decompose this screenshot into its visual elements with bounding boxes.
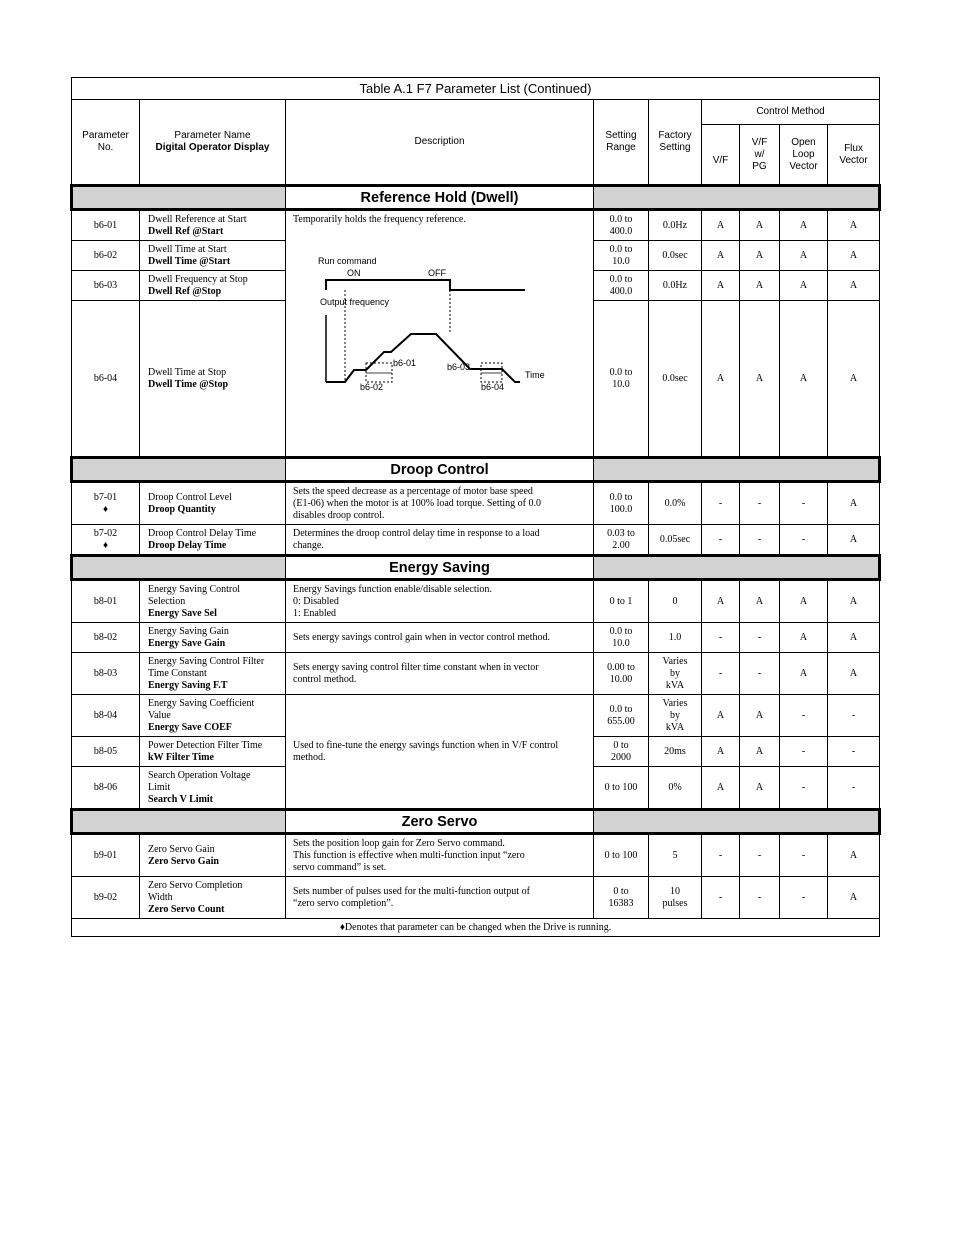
- table-row: [72, 623, 880, 653]
- param-description: Determines the droop control delay time in response to a load change.: [286, 525, 594, 556]
- section-title: Zero Servo: [286, 810, 594, 834]
- param-description: Energy Savings function enable/disable selection. 0: Disabled 1: Enabled: [286, 580, 594, 623]
- section-shade: [594, 186, 880, 210]
- method-vf-pg: A: [740, 695, 780, 737]
- section-shade: [72, 810, 286, 834]
- method-vf-pg: -: [740, 653, 780, 695]
- section-shade: [594, 810, 880, 834]
- method-vf-pg: -: [740, 834, 780, 877]
- table-row: [72, 834, 880, 877]
- table-caption: Table A.1 F7 Parameter List (Continued): [72, 78, 880, 100]
- method-vf-pg: -: [740, 525, 780, 556]
- param-no: b7-02 ♦: [72, 525, 140, 556]
- method-vf-pg: A: [740, 241, 780, 271]
- off-label: OFF: [428, 268, 446, 278]
- method-vf: A: [702, 580, 740, 623]
- method-flux: A: [828, 301, 880, 458]
- factory-setting: 0.0sec: [649, 301, 702, 458]
- setting-range: 0.00 to 10.00: [594, 653, 649, 695]
- table-row: [72, 482, 880, 525]
- factory-setting: 5: [649, 834, 702, 877]
- method-flux: -: [828, 695, 880, 737]
- header-description: Description: [286, 100, 594, 186]
- method-vf-pg: A: [740, 580, 780, 623]
- method-flux: A: [828, 653, 880, 695]
- header-vf: V/F: [702, 125, 740, 186]
- param-name: Zero Servo Gain Zero Servo Gain: [140, 834, 286, 877]
- method-flux: A: [828, 834, 880, 877]
- setting-range: 0.0 to 400.0: [594, 210, 649, 241]
- table-row: [72, 695, 880, 737]
- param-name: Dwell Time at Stop Dwell Time @Stop: [140, 301, 286, 458]
- setting-range: 0 to 16383: [594, 877, 649, 919]
- method-vf: A: [702, 210, 740, 241]
- method-olv: A: [780, 623, 828, 653]
- param-description: Temporarily holds the frequency reference. Run command ON OFF Output frequency b6-01 b6-03 b6-02 b6-04 Time: [286, 210, 594, 458]
- param-name: Power Detection Filter Time kW Filter Time: [140, 737, 286, 767]
- setting-range: 0.0 to 400.0: [594, 271, 649, 301]
- param-description: Sets the speed decrease as a percentage of motor base speed (E1-06) when the motor is at 100% load torque. Setting of 0.0 disables droop control.: [286, 482, 594, 525]
- dwell-timing-diagram: [305, 236, 545, 392]
- method-vf: -: [702, 525, 740, 556]
- setting-range: 0.0 to 10.0: [594, 241, 649, 271]
- method-vf: -: [702, 482, 740, 525]
- setting-range: 0 to 1: [594, 580, 649, 623]
- b6-01-label: b6-01: [393, 358, 417, 368]
- method-olv: -: [780, 737, 828, 767]
- method-olv: A: [780, 580, 828, 623]
- param-no: b6-04: [72, 301, 140, 458]
- table-row: [72, 877, 880, 919]
- table-row: [72, 653, 880, 695]
- section-shade: [594, 458, 880, 482]
- factory-setting: 10 pulses: [649, 877, 702, 919]
- on-label: ON: [347, 268, 361, 278]
- param-description: Sets number of pulses used for the multi-function output of “zero servo completion”.: [286, 877, 594, 919]
- setting-range: 0 to 100: [594, 834, 649, 877]
- param-name: Droop Control Level Droop Quantity: [140, 482, 286, 525]
- setting-range: 0.03 to 2.00: [594, 525, 649, 556]
- method-olv: -: [780, 482, 828, 525]
- section-shade: [72, 186, 286, 210]
- factory-setting: 0.0Hz: [649, 271, 702, 301]
- method-vf-pg: A: [740, 301, 780, 458]
- header-factory-setting: Factory Setting: [649, 100, 702, 186]
- method-flux: A: [828, 210, 880, 241]
- factory-setting: 1.0: [649, 623, 702, 653]
- param-no: b6-02: [72, 241, 140, 271]
- method-flux: A: [828, 525, 880, 556]
- method-vf: A: [702, 767, 740, 810]
- setting-range: 0 to 2000: [594, 737, 649, 767]
- factory-setting: 0.0%: [649, 482, 702, 525]
- method-flux: A: [828, 580, 880, 623]
- factory-setting: 0: [649, 580, 702, 623]
- header-setting-range: Setting Range: [594, 100, 649, 186]
- method-flux: A: [828, 877, 880, 919]
- method-vf: A: [702, 271, 740, 301]
- param-no: b7-01 ♦: [72, 482, 140, 525]
- param-no: b9-02: [72, 877, 140, 919]
- method-vf: -: [702, 623, 740, 653]
- method-olv: -: [780, 767, 828, 810]
- header-open-loop-vector: Open Loop Vector: [780, 125, 828, 186]
- method-olv: A: [780, 301, 828, 458]
- header-flux-vector: Flux Vector: [828, 125, 880, 186]
- method-olv: -: [780, 877, 828, 919]
- param-no: b8-06: [72, 767, 140, 810]
- section-title: Energy Saving: [286, 556, 594, 580]
- param-description: Sets energy saving control filter time constant when in vector control method.: [286, 653, 594, 695]
- header-vf-pg: V/F w/ PG: [740, 125, 780, 186]
- header-parameter-no: Parameter No.: [72, 100, 140, 186]
- method-vf-pg: A: [740, 210, 780, 241]
- param-name: Search Operation Voltage Limit Search V Limit: [140, 767, 286, 810]
- param-no: b8-05: [72, 737, 140, 767]
- param-name: Energy Saving Control Selection Energy Save Sel: [140, 580, 286, 623]
- param-name: Dwell Frequency at Stop Dwell Ref @Stop: [140, 271, 286, 301]
- method-vf-pg: -: [740, 482, 780, 525]
- header-parameter-name: Parameter Name Digital Operator Display: [140, 100, 286, 186]
- method-olv: -: [780, 834, 828, 877]
- param-name: Dwell Reference at Start Dwell Ref @Start: [140, 210, 286, 241]
- method-vf-pg: -: [740, 623, 780, 653]
- method-olv: -: [780, 525, 828, 556]
- param-name: Zero Servo Completion Width Zero Servo Count: [140, 877, 286, 919]
- setting-range: 0.0 to 100.0: [594, 482, 649, 525]
- header-control-method: Control Method: [702, 100, 880, 125]
- setting-range: 0.0 to 10.0: [594, 623, 649, 653]
- method-flux: A: [828, 482, 880, 525]
- param-name: Dwell Time at Start Dwell Time @Start: [140, 241, 286, 271]
- output-frequency-label: Output frequency: [320, 297, 390, 307]
- param-no: b8-04: [72, 695, 140, 737]
- parameter-list-table: [70, 77, 881, 937]
- section-header-row: [72, 810, 880, 834]
- param-no: b8-01: [72, 580, 140, 623]
- table-row: [72, 210, 880, 241]
- method-vf: A: [702, 737, 740, 767]
- factory-setting: 0.05sec: [649, 525, 702, 556]
- section-shade: [594, 556, 880, 580]
- section-title: Droop Control: [286, 458, 594, 482]
- method-vf: -: [702, 834, 740, 877]
- section-header-row: [72, 458, 880, 482]
- factory-setting: 20ms: [649, 737, 702, 767]
- table-row: [72, 525, 880, 556]
- param-name: Energy Saving Gain Energy Save Gain: [140, 623, 286, 653]
- table-footnote: ♦Denotes that parameter can be changed when the Drive is running.: [72, 919, 880, 937]
- method-flux: A: [828, 623, 880, 653]
- method-olv: A: [780, 241, 828, 271]
- method-flux: -: [828, 767, 880, 810]
- method-vf: -: [702, 877, 740, 919]
- factory-setting: Varies by kVA: [649, 695, 702, 737]
- factory-setting: 0.0sec: [649, 241, 702, 271]
- param-name: Energy Saving Control Filter Time Constant Energy Saving F.T: [140, 653, 286, 695]
- param-no: b8-02: [72, 623, 140, 653]
- section-header-row: [72, 556, 880, 580]
- param-name: Energy Saving Coefficient Value Energy Save COEF: [140, 695, 286, 737]
- method-flux: -: [828, 737, 880, 767]
- method-olv: A: [780, 271, 828, 301]
- method-flux: A: [828, 241, 880, 271]
- method-vf: A: [702, 301, 740, 458]
- factory-setting: Varies by kVA: [649, 653, 702, 695]
- b6-04-label: b6-04: [481, 382, 505, 392]
- method-vf: -: [702, 653, 740, 695]
- time-label: Time: [525, 370, 545, 380]
- setting-range: 0 to 100: [594, 767, 649, 810]
- setting-range: 0.0 to 655.00: [594, 695, 649, 737]
- setting-range: 0.0 to 10.0: [594, 301, 649, 458]
- param-no: b9-01: [72, 834, 140, 877]
- table-row: [72, 580, 880, 623]
- b6-03-label: b6-03: [447, 362, 471, 372]
- method-vf-pg: A: [740, 271, 780, 301]
- param-description: Used to fine-tune the energy savings function when in V/F control method.: [286, 695, 594, 810]
- param-no: b6-03: [72, 271, 140, 301]
- section-shade: [72, 458, 286, 482]
- section-header-row: [72, 186, 880, 210]
- method-flux: A: [828, 271, 880, 301]
- method-vf-pg: A: [740, 767, 780, 810]
- b6-02-label: b6-02: [360, 382, 384, 392]
- method-olv: -: [780, 695, 828, 737]
- param-no: b6-01: [72, 210, 140, 241]
- section-title: Reference Hold (Dwell): [286, 186, 594, 210]
- method-olv: A: [780, 653, 828, 695]
- param-name: Droop Control Delay Time Droop Delay Time: [140, 525, 286, 556]
- factory-setting: 0.0Hz: [649, 210, 702, 241]
- method-vf: A: [702, 695, 740, 737]
- method-vf-pg: -: [740, 877, 780, 919]
- method-olv: A: [780, 210, 828, 241]
- param-description: Sets energy savings control gain when in vector control method.: [286, 623, 594, 653]
- param-no: b8-03: [72, 653, 140, 695]
- section-shade: [72, 556, 286, 580]
- method-vf: A: [702, 241, 740, 271]
- param-description: Sets the position loop gain for Zero Servo command. This function is effective when multi-function input “zero servo command” is set.: [286, 834, 594, 877]
- factory-setting: 0%: [649, 767, 702, 810]
- run-command-label: Run command: [318, 256, 377, 266]
- method-vf-pg: A: [740, 737, 780, 767]
